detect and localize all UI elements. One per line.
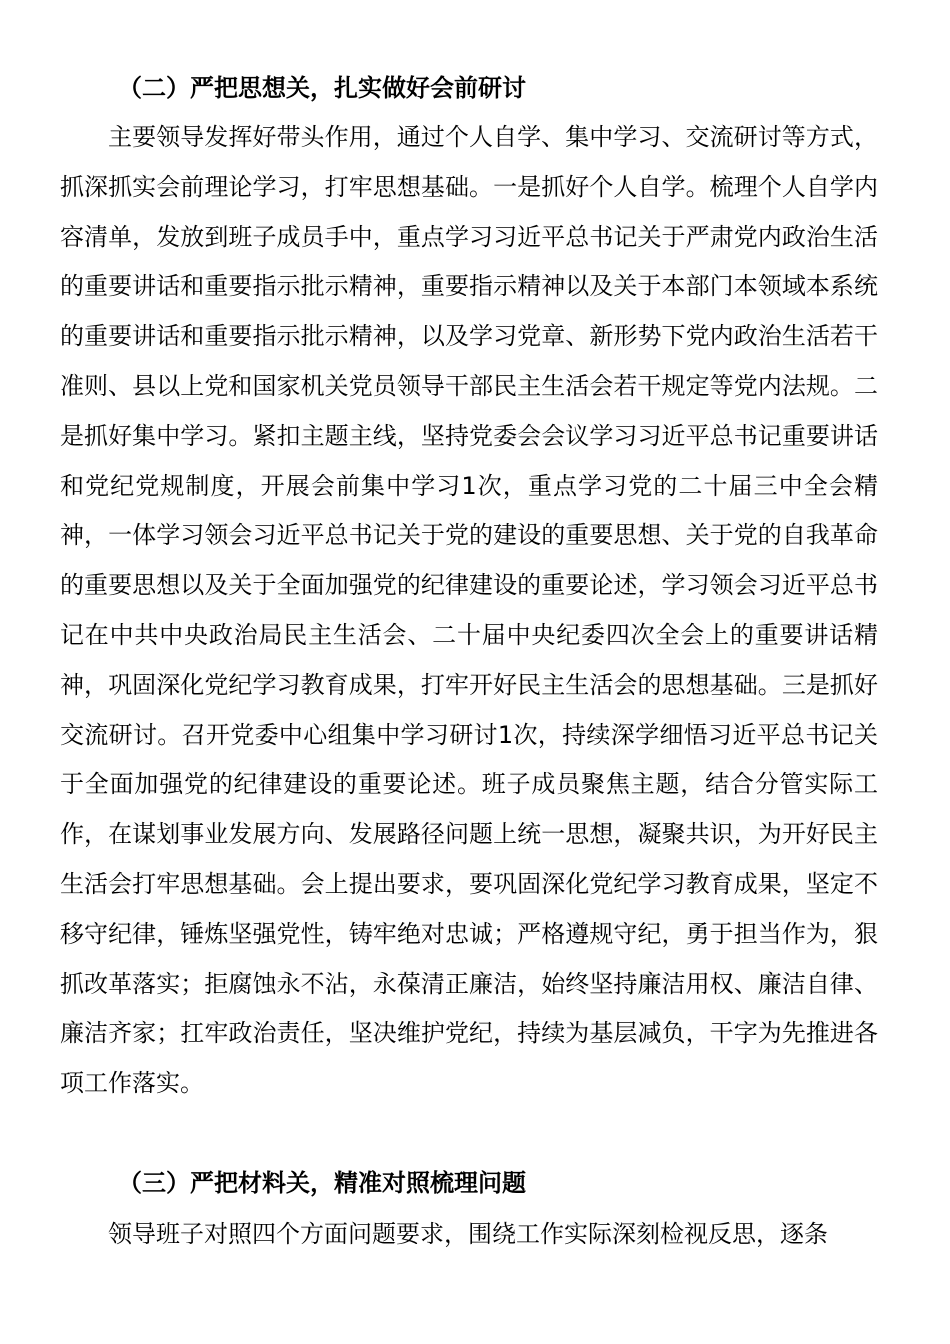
section-three-heading: （三）严把材料关，精准对照梳理问题 — [118, 1169, 526, 1197]
section-two-heading: （二）严把思想关，扎实做好会前研讨 — [118, 74, 526, 102]
section-two-paragraph: 主要领导发挥好带头作用，通过个人自学、集中学习、交流研讨等方式，抓深抓实会前理论学习，打牢思想基础。一是抓好个人自学。梳理个人自学内容清单，发放到班子成员手中，重点学习习近平总书记关于严肃党内政治生活的重要讲话和重要指示批示精神，重要指示精神以及关于本部门本领域本系统的重要讲话和重要指示批示精神，以及学习党章、新形势下党内政治生活若干准则、县以上党和国家机关党员领导干部民主生活会若干规定等党内法规。二是抓好集中学习。紧扣主题主线，坚持党委会会议学习习近平总书记重要讲话和党纪党规制度，开展会前集中学习1次，重点学习党的二十届三中全会精神，一体学习领会习近平总书记关于党的建设的重要思想、关于党的自我革命的重要思想以及关于全面加强党的纪律建设的重要论述，学习领会习近平总书记在中共中央政治局民主生活会、二十届中央纪委四次全会上的重要讲话精神，巩固深化党纪学习教育成果，打牢开好民主生活会的思想基础。三是抓好交流研讨。召开党委中心组集中学习研讨1次，持续深学细悟习近平总书记关于全面加强党的纪律建设的重要论述。班子成员聚焦主题，结合分管实际工作，在谋划事业发展方向、发展路径问题上统一思想，凝聚共识，为开好民主生活会打牢思想基础。会上提出要求，要巩固深化党纪学习教育成果，坚定不移守纪律，锤炼坚强党性，铸牢绝对忠诚；严格遵规守纪，勇于担当作为，狠抓改革落实；拒腐蚀永不沾，永葆清正廉洁，始终坚持廉洁用权、廉洁自律、廉洁齐家；扛牢政治责任，坚决维护党纪，持续为基层减负，干字为先推进各项工作落实。 — [60, 123, 878, 1098]
section-three-paragraph: 领导班子对照四个方面问题要求，围绕工作实际深刻检视反思，逐条 — [108, 1220, 828, 1248]
